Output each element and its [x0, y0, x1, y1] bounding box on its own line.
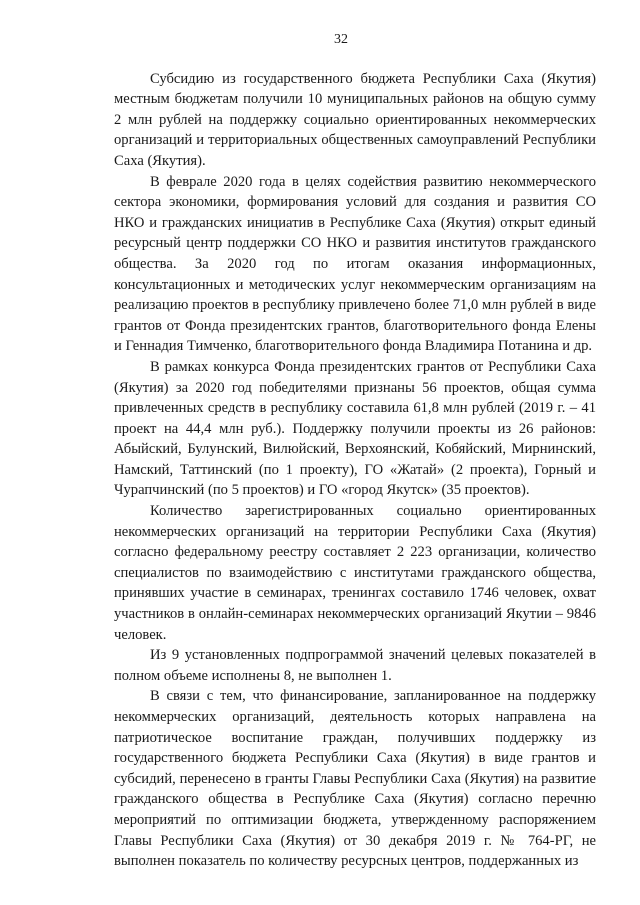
page-number: 32 [334, 32, 348, 47]
paragraph-financing: В связи с тем, что финансирование, запланированное на поддержку некоммерческих организаций, деятельность которых направлена на патриотическое воспитание граждан, получивших поддержку из государственного бюджета Республики Саха (Якутия) в виде грантов и субсидий, перенесено в гранты Главы Республики Саха (Якутия) на развитие гражданского общества в Республике Саха (Якутия) согласно перечню мероприятий по оптимизации бюджета, утвержденному распоряжением Главы Республики Саха (Якутия) от 30 декабря 2019 г. № 764-РГ, не выполнен показатель по количеству ресурсных центров, поддержанных из [114, 688, 596, 870]
paragraph-target-indicators: Из 9 установленных подпрограммой значений целевых показателей в полном объеме исполнены 8, не выполнен 1. [114, 647, 596, 684]
paragraph-resource-center: В феврале 2020 года в целях содействия развитию некоммерческого сектора экономики, формирования условий для создания и развития СО НКО и гражданских инициатив в Республике Саха (Якутия) открыт единый ресурсный центр поддержки СО НКО и развития институтов гражданского общества. За 2020 год по итогам оказания информационных, консультационных и методических услуг некоммерческим организациям на реализацию проектов в республику привлечено более 71,0 млн рублей в виде грантов от Фонда президентских грантов, благотворительного фонда Елены и Геннадия Тимченко, благотворительного фонда Владимира Потанина и др. [114, 173, 596, 355]
paragraph-subsidy: Субсидию из государственного бюджета Республики Саха (Якутия) местным бюджетам получили 10 муниципальных районов на общую сумму 2 млн рублей на поддержку социально ориентированных некоммерческих организаций и территориальных общественных самоуправлений Республики Саха (Якутия). [114, 70, 596, 169]
paragraph-registered-organizations: Количество зарегистрированных социально ориентированных некоммерческих организаций на территории Республики Саха (Якутия) согласно федеральному реестру составляет 2 223 организации, количество специалистов по взаимодействию с институтами гражданского общества, принявших участие в семинарах, тренингах составило 1746 человек, охват участников в онлайн-семинарах некоммерческих организаций Якутии – 9846 человек. [114, 503, 596, 643]
paragraph-presidential-grants: В рамках конкурса Фонда президентских грантов от Республики Саха (Якутия) за 2020 год победителями признаны 56 проектов, общая сумма привлеченных средств в республику составила 61,8 млн рублей (2019 г. – 41 проект на 44,4 млн руб.). Поддержку получили проекты из 26 районов: Абыйский, Булунский, Вилюйский, Верхоянский, Кобяйский, Мирнинский, Намский, Таттинский (по 1 проекту), ГО «Жатай» (2 проекта), Горный и Чурапчинский (по 5 проектов) и ГО «город Якутск» (35 проектов). [114, 358, 596, 499]
